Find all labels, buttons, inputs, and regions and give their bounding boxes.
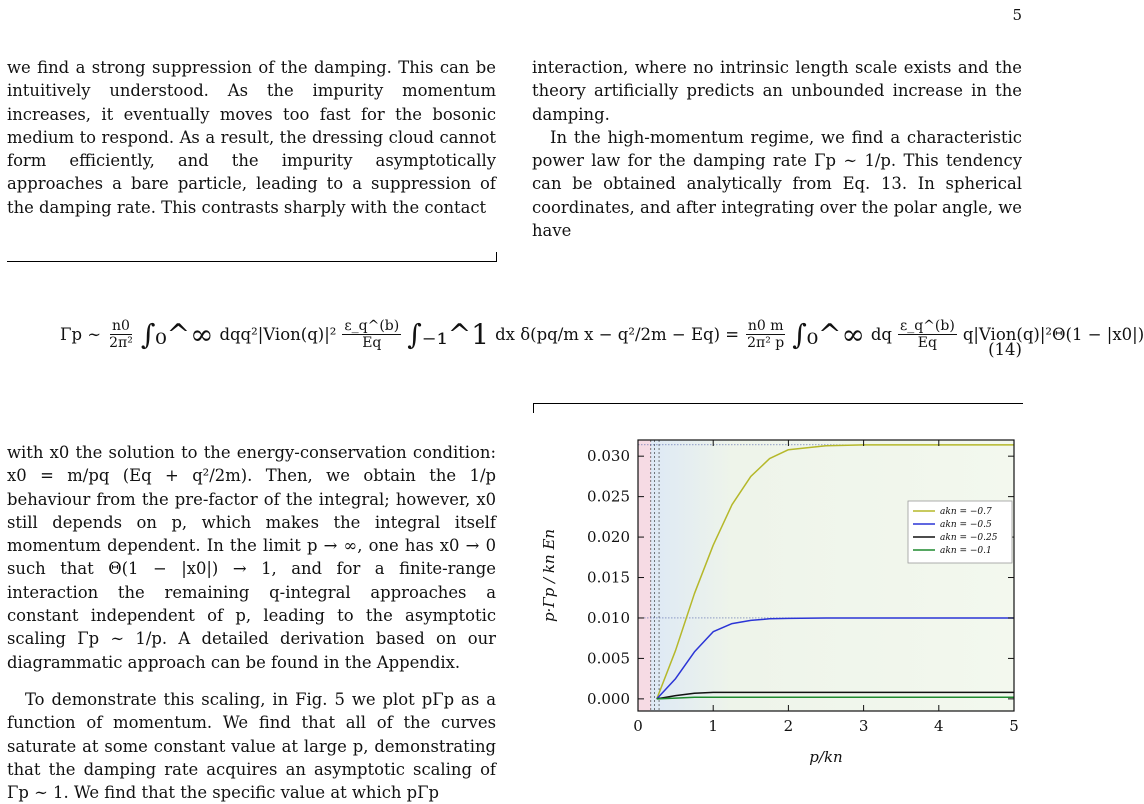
eq-frac: $\frac{n0}{\text{2π²}}$ [109, 318, 133, 351]
equation-number: (14) [988, 340, 1022, 359]
legend-label: akn = −0.1 [940, 546, 992, 556]
eq-term: dx δ(pq/m x − q²/2m − Eq) = [495, 325, 740, 344]
column-rule-right [533, 403, 1023, 404]
eq-integral: ∫₀^∞ [140, 318, 214, 351]
figure-5-chart [530, 428, 1025, 773]
legend-label: akn = −0.5 [940, 520, 992, 530]
paragraph: with x0 the solution to the energy-conservation condition: x0 = m/pq (Eq + q²/2m). Then, we obtain the 1/p behaviour from the pre-factor of the integral; however, x0 still depends on p, which makes the integral itself momentum dependent. In the limit p → ∞, one has x0 → 0 such that Θ(1 − |x0|) → 1, and for a finite-range interaction the remaining q-integral approaches a constant independent of p, leading to the asymptotic scaling Γp ∼ 1/p. A detailed derivation based on our diagrammatic approach can be found in the Appendix. [7, 443, 496, 672]
y-tick-label: 0.010 [587, 608, 630, 627]
x-tick-label: 5 [1009, 717, 1019, 735]
x-axis-label: p/kn [809, 748, 843, 766]
y-tick-label: 0.000 [587, 689, 630, 708]
y-axis-label: p·Γp / kn En [540, 528, 558, 623]
legend [908, 501, 1012, 563]
eq-frac: $\frac{\varepsilon\_q\^{}(b)}{Eq}$ [899, 318, 955, 351]
y-tick-label: 0.005 [587, 649, 630, 668]
paragraph: interaction, where no intrinsic length scale exists and the theory artificially predicts an unbounded increase in the damping. [532, 58, 1022, 124]
legend-label: akn = −0.7 [940, 507, 992, 517]
y-tick-label: 0.020 [587, 528, 630, 547]
eq-frac: $\frac{n0 m}{\text{2π² p}}$ [747, 318, 785, 351]
column-rule-right-tick [533, 403, 534, 413]
plot-area [638, 440, 1014, 711]
y-tick-label: 0.030 [587, 447, 630, 466]
paragraph: To demonstrate this scaling, in Fig. 5 we plot pΓp as a function of momentum. We find that all of the curves saturate at some constant value at large p, demonstrating that the damping rate acquires an asymptotic scaling of Γp ∼ 1. We find that the specific value at which pΓp [7, 689, 496, 803]
right-column-top-text [532, 56, 1022, 242]
x-tick-label: 2 [783, 717, 794, 735]
page-number: 5 [1012, 6, 1022, 24]
eq-lhs: Γp ∼ [60, 325, 102, 344]
eq-integral: ∫₋₁^1 [407, 318, 490, 351]
y-tick-label: 0.025 [587, 487, 630, 506]
eq-integral: ∫₀^∞ [792, 318, 865, 351]
eq-frac: $\frac{\varepsilon\_q\^{}(b)}{Eq}$ [344, 318, 400, 351]
eq-term: q|Vion(q)|²Θ(1 − |x0|) [962, 325, 1144, 344]
plot-background [638, 440, 1014, 711]
eq-term: dq [870, 325, 892, 344]
shaded-region [638, 440, 651, 711]
x-tick-label: 4 [934, 717, 944, 735]
column-rule-left-tick [496, 252, 497, 262]
left-column-bottom-text [7, 441, 496, 804]
legend-label: akn = −0.25 [940, 533, 998, 543]
x-tick-label: 1 [708, 717, 718, 735]
paragraph: we find a strong suppression of the damping. This can be intuitively understood. As the impurity momentum increases, it eventually moves too fast for the bosonic medium to respond. As a result, the dressing cloud cannot form efficiently, and the impurity asymptotically approaches a bare particle, leading to a suppression of the damping rate. This contrasts sharply with the contact [7, 58, 496, 217]
y-tick-label: 0.015 [587, 568, 630, 587]
x-tick-label: 3 [858, 717, 869, 735]
paragraph: In the high-momentum regime, we find a characteristic power law for the damping rate Γp ∼ 1/p. This tendency can be obtained analytically from Eq. 13. In spherical coordinates, and after integrating over the polar angle, we have [532, 127, 1022, 241]
eq-term: dqq²|Vion(q)|² [219, 325, 337, 344]
column-rule-left [7, 261, 496, 262]
x-tick-label: 0 [633, 717, 643, 735]
left-column-top-text [7, 56, 496, 219]
